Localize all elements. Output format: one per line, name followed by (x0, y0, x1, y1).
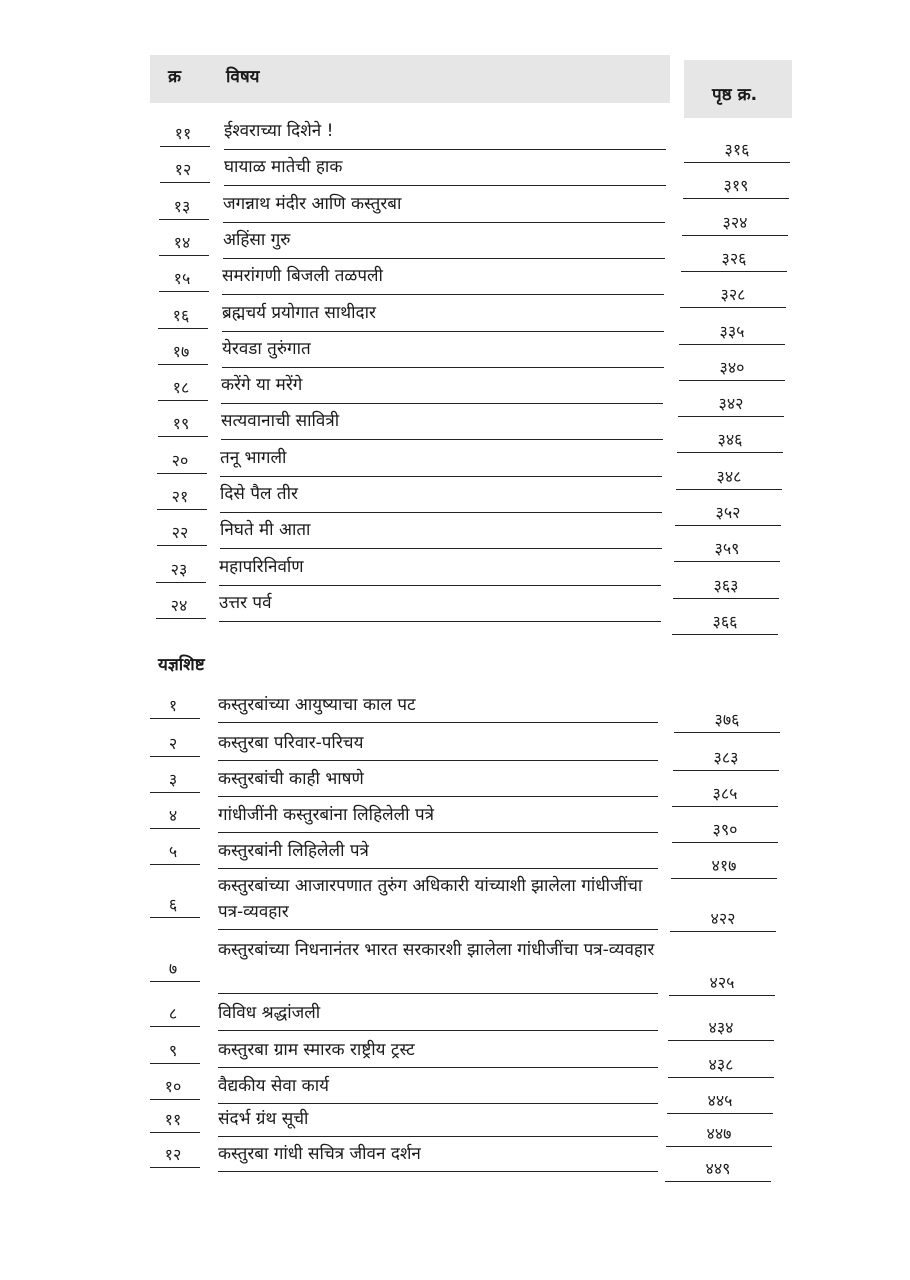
entry-page-number: ४३८ (708, 1055, 734, 1074)
title-underline (218, 1067, 658, 1068)
page-underline (682, 235, 788, 236)
entry-number: ५ (168, 842, 178, 861)
entry-page-number: ३३५ (719, 322, 745, 341)
entry-page-number: ३५९ (714, 539, 740, 558)
entry-page-number: ३४८ (716, 467, 742, 486)
entry-number: १७ (172, 342, 190, 361)
title-underline (224, 149, 666, 150)
title-underline (218, 1171, 658, 1172)
entry-page-number: ३६६ (712, 612, 738, 631)
entry-page-number: ३६३ (713, 576, 739, 595)
number-underline (150, 756, 200, 757)
entry-number: ६ (168, 895, 178, 914)
number-underline (150, 864, 200, 865)
number-underline (150, 1063, 200, 1064)
page-underline (668, 1040, 774, 1041)
entry-page-number: ३८३ (713, 748, 739, 767)
number-underline (150, 1026, 200, 1027)
entry-title: उत्तर पर्व (219, 593, 272, 613)
entry-number: ७ (168, 959, 178, 978)
entry-title: अहिंसा गुरु (223, 230, 291, 250)
number-underline (150, 917, 200, 918)
entry-number: २० (171, 451, 189, 470)
number-underline (150, 1167, 200, 1168)
entry-number: २३ (170, 560, 188, 579)
number-underline (160, 182, 210, 183)
number-underline (158, 328, 208, 329)
title-underline (224, 185, 666, 186)
page-underline (672, 806, 778, 807)
entry-number: ९ (168, 1041, 178, 1060)
page-underline (677, 452, 783, 453)
title-underline (220, 548, 662, 549)
subject-column-header: विषय (226, 67, 260, 87)
entry-title: येरवडा तुरुंगात (222, 339, 311, 359)
entry-title: करेंगे या मरेंगे (221, 375, 303, 395)
entry-page-number: ३८५ (712, 784, 738, 803)
entry-number: ३ (168, 770, 178, 789)
number-underline (159, 219, 209, 220)
entry-page-number: ३७६ (714, 710, 740, 729)
entry-title: कस्तुरबा ग्राम स्मारक राष्ट्रीय ट्रस्ट (218, 1040, 415, 1060)
title-underline (218, 832, 658, 833)
page-underline (674, 561, 780, 562)
entry-page-number: ३१९ (723, 176, 749, 195)
number-underline (158, 364, 208, 365)
entry-title: कस्तुरबांची काही भाषणे (218, 769, 364, 789)
entry-title: गांधीजींनी कस्तुरबांना लिहिलेली पत्रे (218, 805, 435, 825)
entry-title: घायाळ मातेची हाक (224, 157, 343, 177)
entry-page-number: ४२५ (709, 973, 735, 992)
entry-page-number: ४४५ (707, 1091, 733, 1110)
entry-title: वैद्यकीय सेवा कार्य (218, 1076, 329, 1096)
number-underline (150, 1132, 200, 1133)
entry-page-number: ४१७ (711, 856, 737, 875)
title-underline (218, 868, 658, 869)
entry-page-number: ३४६ (717, 430, 743, 449)
page-underline (671, 878, 777, 879)
page-underline (666, 1146, 772, 1147)
number-underline (159, 255, 209, 256)
page-underline (681, 271, 787, 272)
page-underline (665, 1181, 771, 1182)
number-underline (156, 618, 206, 619)
entry-number: ११ (164, 1110, 182, 1129)
entry-page-number: ३४० (719, 358, 745, 377)
page-underline (675, 525, 781, 526)
appendix-heading: यज्ञशिष्ट (158, 655, 205, 675)
number-underline (160, 146, 210, 147)
title-underline (220, 512, 662, 513)
title-underline (218, 1030, 658, 1031)
number-underline (156, 582, 206, 583)
entry-title: कस्तुरबांच्या निधनानंतर भारत सरकारशी झालेला गांधीजींचा पत्र-व्यवहार (218, 940, 655, 960)
entry-page-number: ३२४ (722, 213, 748, 232)
entry-title: विविध श्रद्धांजली (218, 1003, 321, 1023)
entry-number: १४ (173, 233, 191, 252)
entry-number: १३ (173, 197, 191, 216)
entry-title: कस्तुरबा परिवार-परिचय (218, 733, 364, 753)
page-underline (672, 842, 778, 843)
entry-number: २४ (170, 596, 188, 615)
page-underline (676, 489, 782, 490)
entry-number: १८ (172, 378, 190, 397)
entry-page-number: ३४२ (718, 394, 744, 413)
page-underline (668, 1077, 774, 1078)
entry-page-number: ३२६ (721, 249, 747, 268)
title-underline (218, 722, 658, 723)
entry-number: ४ (168, 806, 178, 825)
entry-number: १५ (173, 269, 191, 288)
entry-page-number: ३१६ (724, 140, 750, 159)
entry-title: संदर्भ ग्रंथ सूची (218, 1109, 309, 1129)
title-underline (222, 294, 664, 295)
entry-title: जगन्नाथ मंदीर आणि कस्तुरबा (223, 194, 402, 214)
title-underline (221, 439, 663, 440)
entry-title: कस्तुरबांच्या आयुष्याचा काल पट (218, 695, 416, 715)
page-underline (667, 1113, 773, 1114)
title-underline (218, 1136, 658, 1137)
title-underline (222, 367, 664, 368)
title-underline (218, 1103, 658, 1104)
page-underline (673, 770, 779, 771)
number-underline (150, 718, 200, 719)
title-underline (218, 760, 658, 761)
title-underline (219, 585, 661, 586)
entry-title: समरांगणी बिजली तळपली (222, 266, 383, 286)
page-underline (674, 732, 780, 733)
title-underline (218, 929, 658, 930)
entry-title: कस्तुरबांनी लिहिलेली पत्रे (218, 841, 369, 861)
page-underline (673, 598, 779, 599)
entry-page-number: ३५२ (715, 503, 741, 522)
entry-page-number: ४४९ (705, 1159, 731, 1178)
entry-page-number: ४४७ (706, 1124, 732, 1143)
title-underline (220, 476, 662, 477)
number-underline (157, 509, 207, 510)
number-underline (158, 400, 208, 401)
entry-number: १९ (172, 414, 190, 433)
number-underline (150, 828, 200, 829)
page-underline (679, 380, 785, 381)
title-underline (222, 331, 664, 332)
entry-title: ब्रह्मचर्य प्रयोगात साथीदार (222, 303, 376, 323)
page-underline (678, 416, 784, 417)
entry-title: सत्यवानाची सावित्री (221, 411, 340, 431)
title-underline (223, 258, 665, 259)
number-underline (159, 291, 209, 292)
number-underline (158, 436, 208, 437)
entry-title: कस्तुरबा गांधी सचित्र जीवन दर्शन (218, 1144, 421, 1164)
entry-title: महापरिनिर्वाण (219, 557, 304, 577)
entry-title: दिसे पैल तीर (220, 484, 298, 504)
entry-page-number: ४३४ (708, 1018, 734, 1037)
page-underline (672, 634, 778, 635)
entry-number: ८ (168, 1004, 178, 1023)
entry-number: १२ (174, 160, 192, 179)
entry-number: २ (168, 734, 178, 753)
entry-page-number: ३२८ (720, 285, 746, 304)
number-column-header: क्र (168, 67, 182, 87)
title-underline (221, 403, 663, 404)
page-column-header: पृष्ठ क्र. (712, 85, 758, 105)
number-underline (157, 545, 207, 546)
page-underline (684, 162, 790, 163)
title-underline (219, 621, 661, 622)
title-underline (218, 993, 658, 994)
entry-number: ११ (174, 124, 192, 143)
entry-title: कस्तुरबांच्या आजारपणात तुरुंग अधिकारी यांच्याशी झालेला गांधीजींचा पत्र-व्यवहार (218, 876, 643, 922)
page-underline (680, 307, 786, 308)
title-underline (223, 222, 665, 223)
entry-title: निघते मी आता (220, 520, 311, 540)
page-underline (670, 931, 776, 932)
entry-number: २२ (171, 523, 189, 542)
number-underline (157, 473, 207, 474)
page-underline (669, 995, 775, 996)
number-underline (150, 981, 200, 982)
entry-page-number: ४२२ (710, 909, 736, 928)
entry-number: १६ (172, 306, 190, 325)
page-underline (679, 344, 785, 345)
number-underline (150, 1099, 200, 1100)
entry-number: १० (164, 1077, 182, 1096)
entry-number: २१ (171, 487, 189, 506)
entry-number: १ (168, 696, 178, 715)
entry-number: १२ (164, 1145, 182, 1164)
entry-page-number: ३९० (712, 820, 738, 839)
page-underline (683, 198, 789, 199)
entry-title: ईश्वराच्या दिशेने ! (224, 121, 334, 141)
entry-title: तनू भागली (220, 448, 287, 468)
title-underline (218, 796, 658, 797)
number-underline (150, 792, 200, 793)
